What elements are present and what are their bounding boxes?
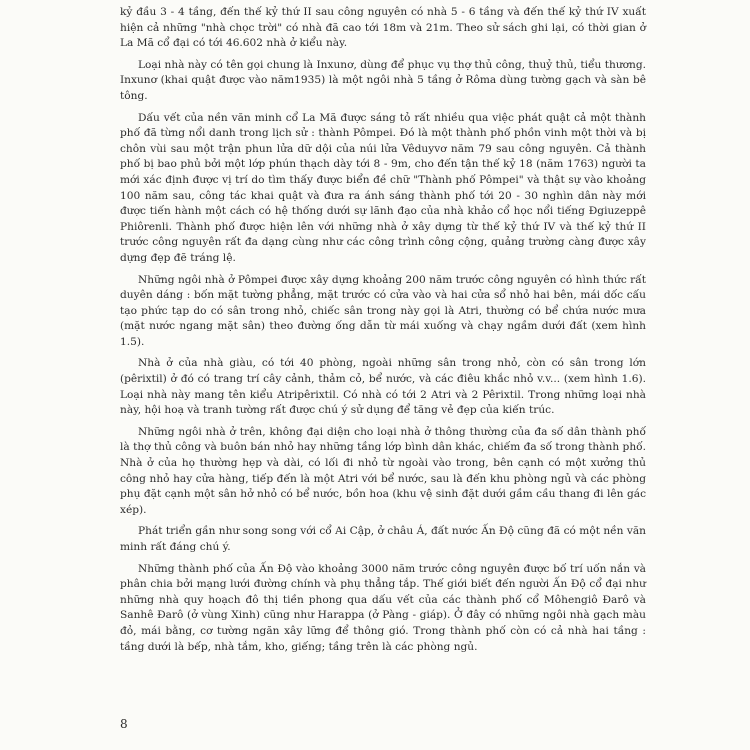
paragraph-1: kỷ đầu 3 - 4 tầng, đến thế kỷ thứ II sau công nguyên có nhà 5 - 6 tầng và đến thế kỷ thứ IV xuất hiện cả những "nhà chọc trời" có nhà đã cao tới 18m và 21m. Theo sử sách ghi lại, có thời gian ở La Mã cổ đại có tới 46.602 nhà ở kiểu này. <box>120 6 646 50</box>
paragraph-4: Những ngôi nhà ở Pômpei được xây dựng khoảng 200 năm trước công nguyên có hình thức rất duyên dáng : bốn mặt tường phẳng, mặt trước có cửa vào và hai cửa sổ nhỏ hai bên, mái dốc cấu tạo phức tạp do có sân trong nhỏ, chiếc sân trong này gọi là Atri, thường có bể chứa nước mưa (mặt nước ngang mặt sân) theo đường ống dẫn từ mái xuống và chạy ngầm dưới đất (xem hình 1.5). <box>120 273 646 348</box>
page-number: 8 <box>120 717 128 731</box>
body-text <box>120 5 646 661</box>
paragraph-5: Nhà ở của nhà giàu, có tới 40 phòng, ngoài những sân trong nhỏ, còn có sân trong lớn (pêrixtil) ở đó có trang trí cây cảnh, thảm cỏ, bể nước, và các điêu khắc nhỏ v.v... (xem hình 1.6). Loại nhà này mang tên kiểu Atripêrixtil. Có nhà có tới 2 Atri và 2 Pêrixtil. Trong những loại nhà này, hội hoạ và tranh tường rất được chú ý sử dụng để tăng vẻ đẹp của kiến trúc. <box>120 357 646 417</box>
paragraph-8: Những thành phố của Ấn Độ vào khoảng 3000 năm trước công nguyên được bố trí uốn nắn và phân chia bởi mạng lưới đường chính và phụ thẳng tắp. Thế giới biết đến người Ấn Độ cổ đại như những nhà quy hoạch đô thị tiền phong qua dấu vết của các thành phố cổ Môhengiô Đarô và Sanhê Đarô (ở vùng Xinh) cũng như Harappa (ở Pàng - giáp). Ở đây có những ngôi nhà gạch màu đỏ, mái bằng, cơ tường ngăn xây lững để thông gió. Trong thành phố còn có cả nhà hai tầng : tầng dưới là bếp, nhà tắm, kho, giếng; tầng trên là các phòng ngủ. <box>120 562 646 653</box>
paragraph-3: Dấu vết của nền văn minh cổ La Mã được sáng tỏ rất nhiều qua việc phát quật cả một thành phố đã từng nổi danh trong lịch sử : thành Pômpei. Đó là một thành phố phồn vinh một thời và bị chôn vùi sau một trận phun lửa dữ dội của núi lửa Vêduyvơ năm 79 sau công nguyên. Cả thành phố bị bao phủ bởi một lớp phún thạch dày tới 8 - 9m, cho đến tận thế kỷ 18 (năm 1763) người ta mới xác định được vị trí do tìm thấy được biển đề chữ "Thành phố Pômpei" và thật sự vào khoảng 100 năm sau, công tác khai quật và đưa ra ánh sáng thành phố tới 20 - 30 nghìn dân này mới được tiến hành một cách có hệ thống dưới sự lãnh đạo của nhà khảo cổ học nổi tiếng Đgiuzeppê Phiôrenli. Thành phố được hiện lên với những nhà ở xây dựng từ thế kỷ thứ IV và thế kỷ thứ II trước công nguyên rất đa dạng cùng như các công trình công cộng, quảng trường càng được xây dựng đẹp đẽ tráng lệ. <box>120 111 646 264</box>
paragraph-7: Phát triển gần như song song với cổ Ai Cập, ở châu Á, đất nước Ấn Độ cũng đã có một nền văn minh rất đáng chú ý. <box>120 525 646 553</box>
paragraph-6: Những ngôi nhà ở trên, không đại diện cho loại nhà ở thông thường của đa số dân thành phố là thợ thủ công và buôn bán nhỏ hay những tầng lớp bình dân khác, chiếm đa số trong thành phố. Nhà ở của họ thường hẹp và dài, có lối đi nhỏ từ ngoài vào trong, bên cạnh có một xưởng thủ công nhỏ hay cửa hàng, tiếp đến là một Atri với bể nước, sau là đến khu phòng ngủ và các phòng phụ đặt cạnh một sân hở nhỏ có bể nước, bồn hoa (khu vệ sinh đặt dưới gầm cầu thang đi lên gác xép). <box>120 425 646 516</box>
paragraph-2: Loại nhà này có tên gọi chung là Inxunơ, dùng để phục vụ thợ thủ công, thuỷ thủ, tiểu thương. Inxunơ (khai quật được vào năm1935) là một ngôi nhà 5 tầng ở Rôma dùng tường gạch và sàn bê tông. <box>120 58 646 102</box>
